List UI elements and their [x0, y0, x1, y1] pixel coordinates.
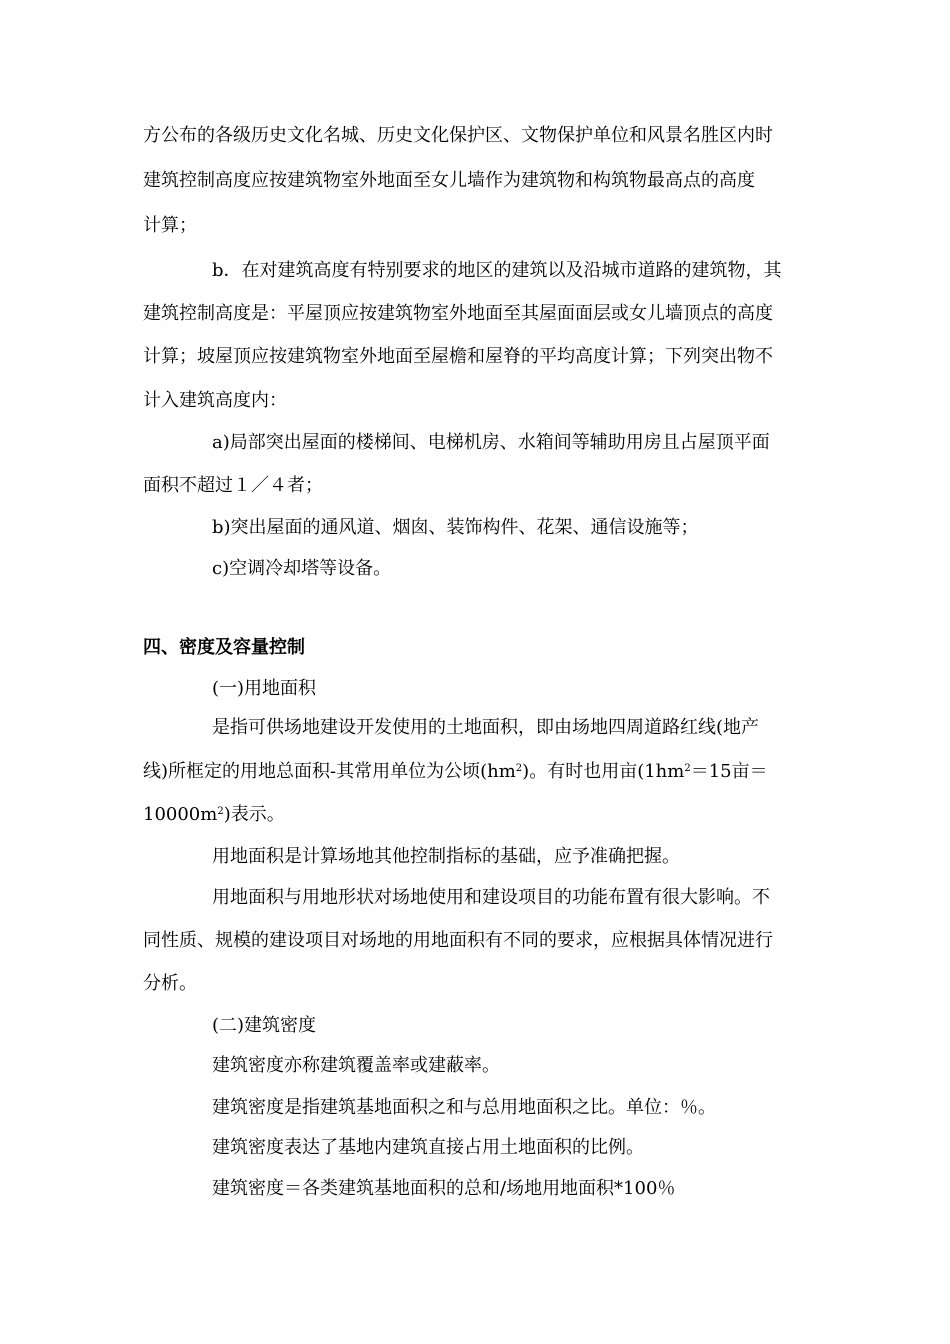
text-run: )表示。	[223, 804, 285, 825]
paragraph-line: 用地面积与用地形状对场地使用和建设项目的功能布置有很大影响。不	[212, 887, 770, 908]
text-run: 10000m	[143, 804, 218, 825]
text-run: ＝15亩＝	[690, 761, 768, 782]
list-item-continuation: 面积不超过１／４者；	[143, 475, 323, 496]
paragraph-line: 计算；	[143, 215, 197, 236]
superscript: 2	[684, 763, 691, 774]
subsection-heading-building-density: (二)建筑密度	[212, 1015, 317, 1036]
paragraph-line: 同性质、规模的建设项目对场地的用地面积有不同的要求，应根据具体情况进行	[143, 930, 773, 951]
text-run: 线)所框定的用地总面积-其常用单位为公顷(hm	[143, 761, 516, 782]
paragraph-line: 建筑密度表达了基地内建筑直接占用土地面积的比例。	[212, 1137, 644, 1158]
list-item: c)空调冷却塔等设备。	[212, 558, 392, 579]
text-run: )。有时也用亩(1hm	[522, 761, 685, 782]
paragraph-line: 计算；坡屋顶应按建筑物室外地面至屋檐和屋脊的平均高度计算；下列突出物不	[143, 346, 773, 367]
superscript: 2	[217, 806, 224, 817]
list-item: a)局部突出屋面的楼梯间、电梯机房、水箱间等辅助用房且占屋顶平面	[212, 432, 770, 453]
formula-line: 建筑密度＝各类建筑基地面积的总和/场地用地面积*100％	[212, 1178, 676, 1199]
list-item: b)突出屋面的通风道、烟囱、装饰构件、花架、通信设施等；	[212, 517, 699, 538]
section-heading: 四、密度及容量控制	[143, 637, 305, 658]
paragraph-line: b．在对建筑高度有特别要求的地区的建筑以及沿城市道路的建筑物，其	[212, 260, 782, 281]
paragraph-line: 建筑控制高度是：平屋顶应按建筑物室外地面至其屋面面层或女儿墙顶点的高度	[143, 303, 773, 324]
paragraph-line	[143, 803, 285, 827]
paragraph-line: 计入建筑高度内：	[143, 390, 287, 411]
subsection-heading-land-area: (一)用地面积	[212, 678, 317, 699]
paragraph-line: 建筑控制高度应按建筑物室外地面至女儿墙作为建筑物和构筑物最高点的高度	[143, 170, 755, 191]
paragraph-line: 分析。	[143, 973, 197, 994]
superscript: 2	[515, 763, 523, 774]
paragraph-line: 建筑密度是指建筑基地面积之和与总用地面积之比。单位：％。	[212, 1097, 716, 1118]
paragraph-line	[143, 760, 768, 784]
paragraph-line: 建筑密度亦称建筑覆盖率或建蔽率。	[212, 1055, 500, 1076]
paragraph-line: 方公布的各级历史文化名城、历史文化保护区、文物保护单位和风景名胜区内时	[143, 125, 773, 146]
paragraph-line: 用地面积是计算场地其他控制指标的基础，应予准确把握。	[212, 846, 680, 867]
paragraph-line: 是指可供场地建设开发使用的土地面积，即由场地四周道路红线(地产	[212, 717, 760, 738]
